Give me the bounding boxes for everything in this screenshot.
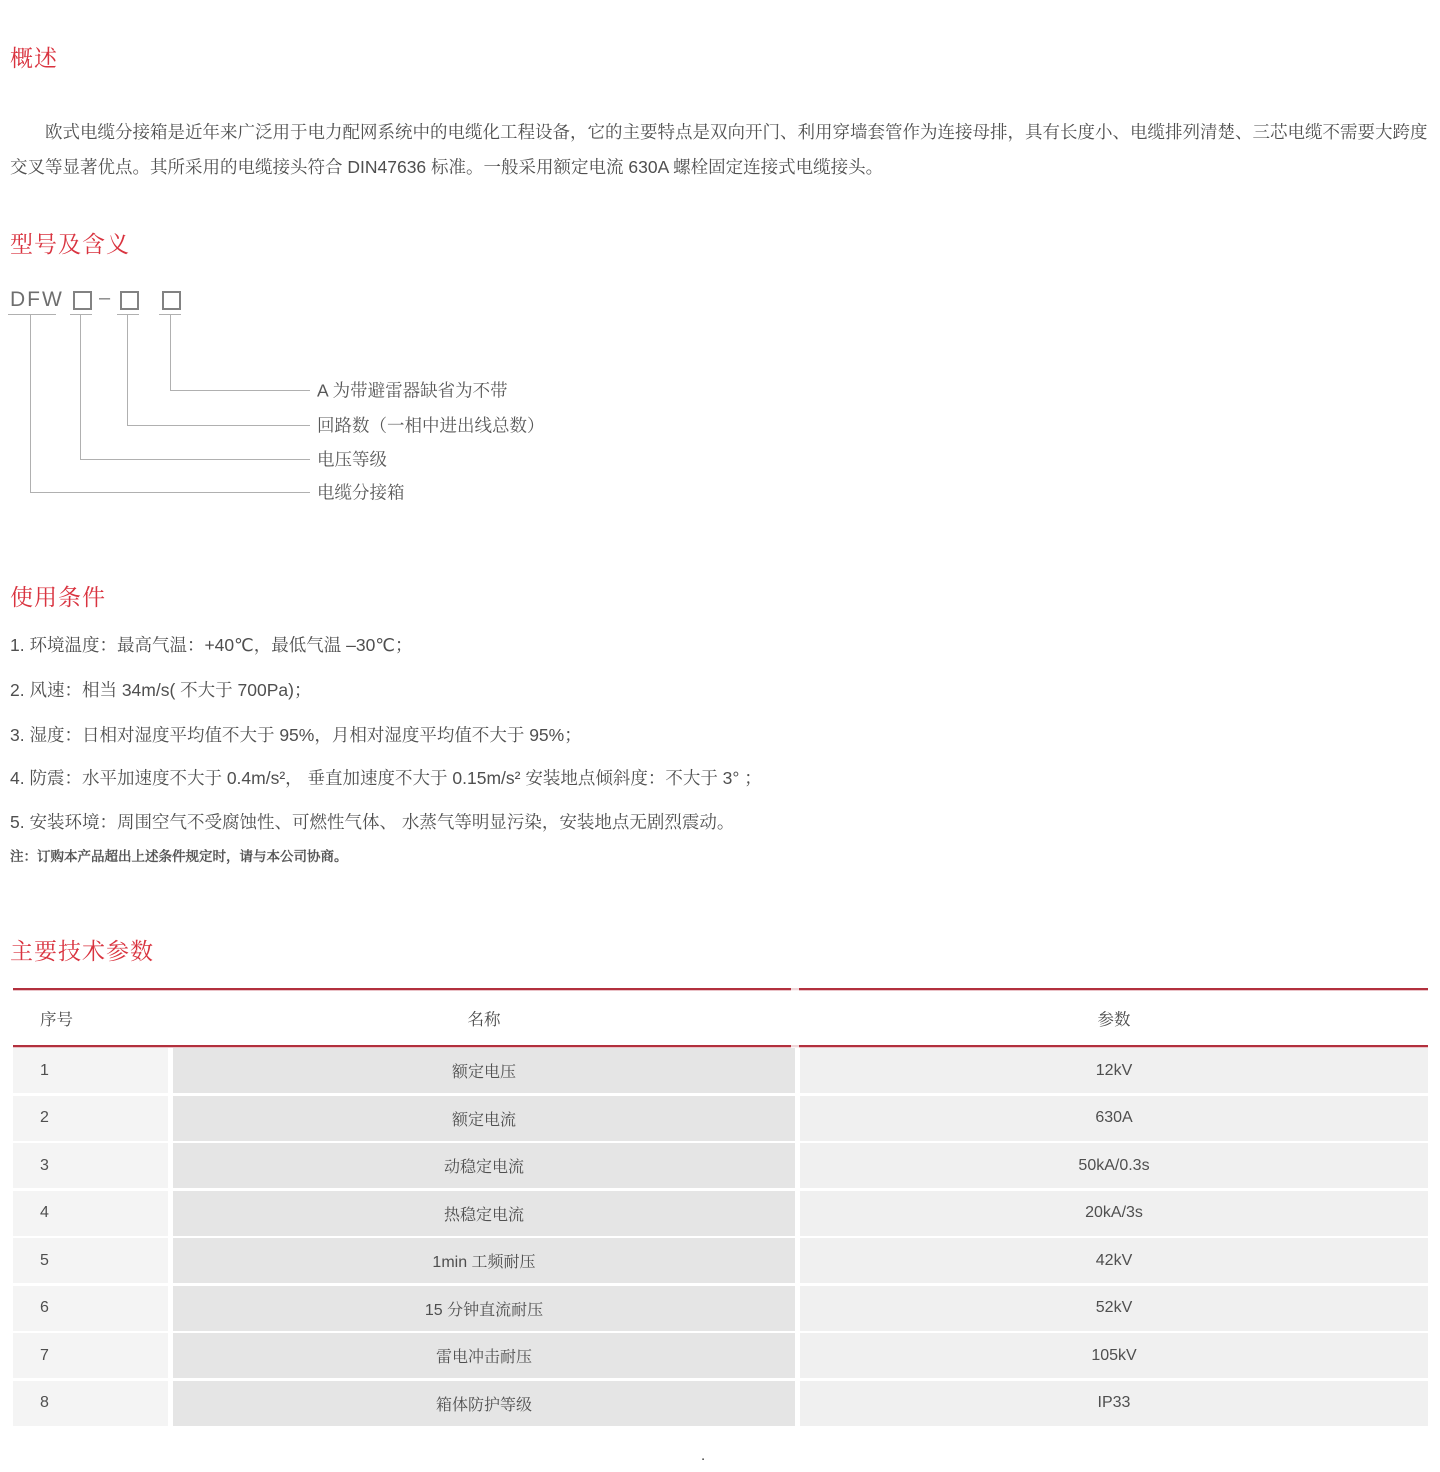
cell-name: 15 分钟直流耐压 — [173, 1286, 795, 1331]
condition-item: 4. 防震：水平加速度不大于 0.4m/s²， 垂直加速度不大于 0.15m/s² 安装地点倾斜度：不大于 3° ； — [10, 768, 762, 788]
cell-index: 3 — [13, 1143, 168, 1188]
rule-gap — [791, 1045, 799, 1048]
model-label-voltage: 电压等级 — [317, 449, 387, 470]
model-label-circuits: 回路数（一相中进出线总数） — [317, 415, 545, 436]
condition-item: 3. 湿度：日相对湿度平均值不大于 95%，月相对湿度平均值不大于 95%； — [10, 725, 582, 745]
cell-index: 7 — [13, 1333, 168, 1378]
condition-item: 5. 安装环境：周围空气不受腐蚀性、可燃性气体、 水蒸气等明显污染，安装地点无剧烈震动。 — [10, 812, 735, 832]
table-header-row — [13, 991, 1428, 1045]
cell-name: 雷电冲击耐压 — [173, 1333, 795, 1378]
connector-line-horizontal — [30, 492, 310, 493]
column-header-value: 参数 — [800, 991, 1428, 1045]
cell-value: 630A — [800, 1096, 1428, 1141]
connector-line-vertical — [170, 315, 171, 390]
table-row — [13, 1286, 1428, 1331]
cell-index: 6 — [13, 1286, 168, 1331]
connector-line-horizontal — [80, 459, 310, 460]
overview-heading: 概述 — [10, 45, 58, 71]
rule-gap — [791, 988, 799, 991]
code-underline — [8, 314, 56, 315]
table-row — [13, 1191, 1428, 1236]
cell-index: 5 — [13, 1238, 168, 1283]
model-heading: 型号及含义 — [10, 231, 130, 257]
parameters-table — [13, 988, 1428, 1426]
cell-value: 50kA/0.3s — [800, 1143, 1428, 1188]
model-code-box — [162, 291, 181, 310]
cell-value: IP33 — [800, 1381, 1428, 1426]
table-row — [13, 1096, 1428, 1141]
parameters-heading: 主要技术参数 — [10, 938, 154, 964]
model-code-diagram — [10, 288, 770, 508]
table-row — [13, 1048, 1428, 1093]
table-row — [13, 1238, 1428, 1283]
condition-item: 2. 风速：相当 34m/s( 不大于 700Pa)； — [10, 680, 312, 700]
model-code-box — [73, 291, 92, 310]
condition-item: 1. 环境温度：最高气温：+40℃，最低气温 –30℃； — [10, 635, 413, 655]
connector-line-vertical — [80, 315, 81, 459]
cell-name: 箱体防护等级 — [173, 1381, 795, 1426]
column-header-name: 名称 — [173, 991, 795, 1045]
cell-value: 42kV — [800, 1238, 1428, 1283]
cell-name: 动稳定电流 — [173, 1143, 795, 1188]
column-header-index: 序号 — [13, 991, 168, 1045]
cell-index: 8 — [13, 1381, 168, 1426]
table-row — [13, 1381, 1428, 1426]
code-underline — [70, 314, 92, 315]
page-footer-mark: . — [701, 1447, 706, 1464]
cell-value: 105kV — [800, 1333, 1428, 1378]
cell-index: 1 — [13, 1048, 168, 1093]
cell-name: 额定电流 — [173, 1096, 795, 1141]
table-header-rule — [13, 1045, 1428, 1048]
cell-index: 4 — [13, 1191, 168, 1236]
overview-paragraph: 欧式电缆分接箱是近年来广泛用于电力配网系统中的电缆化工程设备，它的主要特点是双向开门、利用穿墙套管作为连接母排，具有长度小、电缆排列清楚、三芯电缆不需要大跨度交叉等显著优点。其所采用的电缆接头符合 DIN47636 标准。一般采用额定电流 630A 螺栓固定连接式电缆接头。 — [10, 121, 1428, 177]
cell-value: 12kV — [800, 1048, 1428, 1093]
connector-line-horizontal — [127, 425, 310, 426]
cell-name: 1min 工频耐压 — [173, 1238, 795, 1283]
cell-name: 额定电压 — [173, 1048, 795, 1093]
connector-line-vertical — [30, 315, 31, 492]
table-row — [13, 1143, 1428, 1188]
cell-value: 20kA/3s — [800, 1191, 1428, 1236]
table-row — [13, 1333, 1428, 1378]
connector-line-horizontal — [170, 390, 310, 391]
cell-value: 52kV — [800, 1286, 1428, 1331]
model-label-box: 电缆分接箱 — [317, 482, 405, 503]
model-code-box — [120, 291, 139, 310]
conditions-note: 注：订购本产品超出上述条件规定时，请与本公司协商。 — [10, 849, 348, 864]
conditions-heading: 使用条件 — [10, 584, 106, 610]
cell-index: 2 — [13, 1096, 168, 1141]
table-top-rule — [13, 988, 1428, 991]
cell-name: 热稳定电流 — [173, 1191, 795, 1236]
connector-line-vertical — [127, 315, 128, 425]
model-code-separator: – — [99, 287, 111, 309]
model-code-prefix: DFW — [10, 288, 64, 311]
code-underline — [117, 314, 139, 315]
model-label-arrester: A 为带避雷器缺省为不带 — [317, 380, 508, 401]
